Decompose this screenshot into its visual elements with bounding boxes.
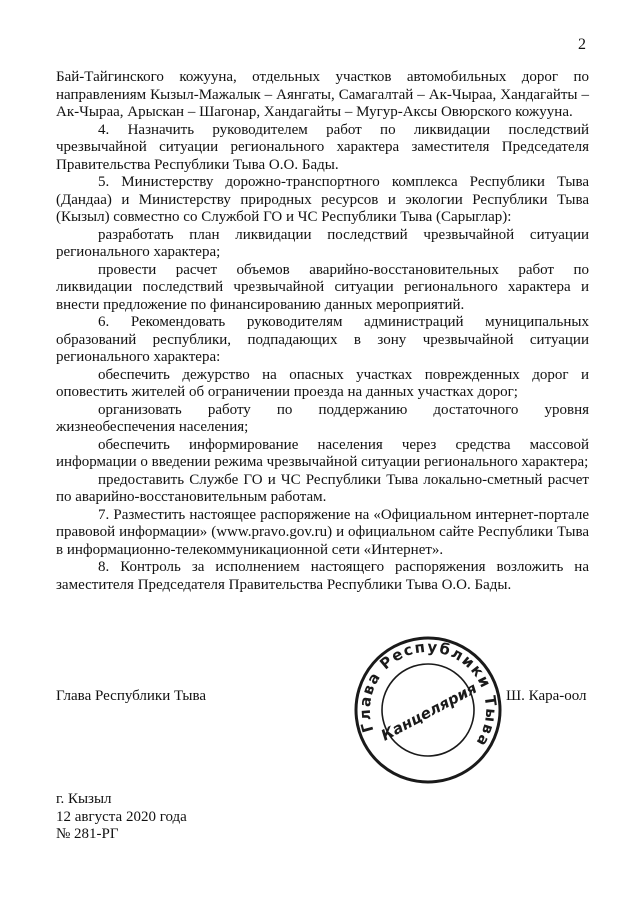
- paragraph-item-6-task-2: организовать работу по поддержанию достаточного уровня жизнеобеспечения населения;: [56, 401, 589, 435]
- document-footer: [56, 791, 187, 844]
- paragraph-item-5-task-1: разработать план ликвидации последствий чрезвычайной ситуации регионального характера;: [56, 226, 589, 260]
- footer-date: 12 августа 2020 года: [56, 808, 187, 825]
- paragraph-item-6-task-4: предоставить Службе ГО и ЧС Республики Тыва локально-сметный расчет по аварийно-восстановительным работам.: [56, 471, 589, 505]
- stamp-ring-text: Глава Республики Тыва: [355, 637, 501, 751]
- signature-name: Ш. Кара-оол: [506, 688, 587, 704]
- signature-title: Глава Республики Тыва: [56, 688, 207, 704]
- paragraph-item-7: 7. Разместить настоящее распоряжение на «Официальном интернет-портале правовой информации» (www.pravo.gov.ru) и официальном сайте Республики Тыва в информационно-телекоммуникационной сети «Интернет».: [56, 506, 589, 558]
- paragraph-item-6: 6. Рекомендовать руководителям администраций муниципальных образований республики, подпадающих в зону чрезвычайной ситуации регионального характера:: [56, 314, 589, 365]
- paragraph-item-6-task-3: обеспечить информирование населения через средства массовой информации о введении режима чрезвычайной ситуации регионального характера;: [56, 436, 589, 470]
- paragraph-item-8: 8. Контроль за исполнением настоящего распоряжения возложить на заместителя Председателя Правительства Республики Тыва О.О. Бады.: [56, 559, 589, 593]
- office-stamp: [353, 635, 503, 785]
- paragraph-item-5-task-2: провести расчет объемов аварийно-восстановительных работ по ликвидации последствий чрезвычайной ситуации регионального характера и внести предложение по финансированию данных мероприятий.: [56, 261, 589, 313]
- document-body: [56, 69, 589, 594]
- footer-city: г. Кызыл: [56, 791, 112, 807]
- paragraph-continuation: Бай-Тайгинского кожууна, отдельных участков автомобильных дорог по направлениям Кызыл-Мажалык – Аянгаты, Самагалтай – Ак-Чыраа, Хандагайты – Ак-Чыраа, Арыскан – Шагонар, Хандагайты – Мугур-Аксы Овюрского кожууна.: [56, 69, 589, 120]
- footer-number: № 281-РГ: [56, 826, 119, 842]
- page-number: 2: [578, 36, 586, 53]
- paragraph-item-5: 5. Министерству дорожно-транспортного комплекса Республики Тыва (Дандаа) и Министерству природных ресурсов и экологии Республики Тыва (Кызыл) совместно со Службой ГО и ЧС Республики Тыва (Сарыглар):: [56, 174, 589, 225]
- paragraph-item-4: 4. Назначить руководителем работ по ликвидации последствий чрезвычайной ситуации регионального характера заместителя Председателя Правительства Республики Тыва О.О. Бады.: [56, 121, 589, 173]
- stamp-center-text: Канцелярия: [378, 679, 480, 745]
- paragraph-item-6-task-1: обеспечить дежурство на опасных участках поврежденных дорог и оповестить жителей об ограничении проезда на данных участках дорог;: [56, 366, 589, 400]
